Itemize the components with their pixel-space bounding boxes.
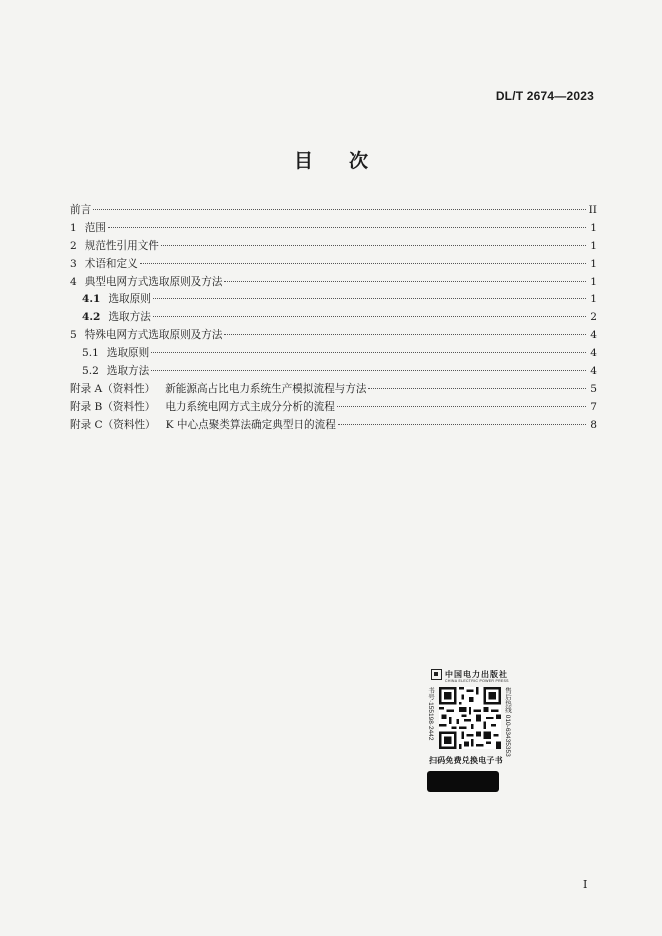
book-number: 书号·155198·2442	[427, 687, 434, 741]
toc-leader	[140, 263, 586, 264]
toc-entry-number: 4	[70, 275, 77, 288]
toc-entry-number: 附录 C（资料性）	[70, 418, 156, 431]
toc-entry-label: 前言	[70, 204, 92, 216]
toc-entry-number: 附录 A（资料性）	[70, 382, 156, 395]
toc-leader	[93, 209, 586, 210]
toc-entry-1[interactable]	[70, 220, 597, 238]
toc-entry-page: 2	[590, 311, 597, 324]
toc-entry-2[interactable]	[70, 238, 597, 256]
scan-redeem-text: 扫码免费兑换电子书	[429, 755, 503, 765]
toc-leader	[151, 352, 586, 353]
toc-entry-4[interactable]	[70, 274, 597, 292]
toc-entry-page: 4	[590, 329, 597, 342]
toc-leader	[161, 245, 586, 246]
toc-entry-number: 5.2	[82, 365, 99, 378]
toc-entry-page: 1	[590, 257, 597, 270]
toc-entry-4-1[interactable]	[70, 291, 597, 309]
page-number: I	[583, 878, 588, 891]
toc-entry-number: 3	[70, 257, 77, 270]
publisher-name: 中国电力出版社	[445, 668, 508, 679]
toc-entry-label: 选取原则	[106, 347, 150, 360]
toc-entry-4-2[interactable]	[70, 309, 597, 327]
toc-entry-page: 1	[590, 293, 597, 306]
toc-entry-appendix-c[interactable]	[70, 417, 597, 435]
toc-entry-5-2[interactable]	[70, 363, 597, 381]
standard-number: DL/T 2674—2023	[495, 89, 594, 103]
toc-entry-label: 术语和定义	[84, 257, 138, 270]
toc-entry-label: 选取方法	[108, 311, 151, 324]
toc-entry-page: 4	[590, 365, 597, 378]
toc-entry-page: 7	[590, 400, 597, 413]
toc-entry-appendix-b[interactable]	[70, 399, 597, 417]
toc-leader	[368, 388, 586, 389]
toc-entry-label: 选取方法	[106, 365, 150, 378]
toc-title: 目次	[293, 150, 404, 172]
ebook-redeem-sticker	[427, 667, 513, 799]
toc-entry-page: 1	[590, 239, 597, 252]
scratch-off-code	[427, 771, 499, 792]
toc-entry-foreword[interactable]	[70, 202, 597, 220]
toc-entry-label: 范围	[84, 221, 106, 234]
toc-leader	[224, 281, 586, 282]
toc-entry-page: 4	[590, 347, 597, 360]
toc-entry-page: 1	[590, 221, 597, 234]
toc-entry-page: 8	[590, 418, 597, 431]
toc-entry-number: 2	[70, 239, 77, 252]
toc-entry-label: 典型电网方式选取原则及方法	[84, 275, 223, 288]
toc-entry-number: 4.1	[82, 293, 101, 306]
toc-entry-number: 1	[70, 221, 77, 234]
table-of-contents	[70, 202, 597, 435]
toc-leader	[337, 406, 586, 407]
toc-entry-page: 1	[590, 275, 597, 288]
publisher-mark-icon	[431, 669, 442, 680]
toc-leader	[153, 316, 586, 317]
toc-entry-label: 选取原则	[108, 293, 151, 306]
toc-entry-number: 4.2	[82, 311, 101, 324]
toc-leader	[153, 298, 586, 299]
qr-code-icon[interactable]	[439, 687, 501, 749]
toc-entry-label: 规范性引用文件	[84, 239, 159, 252]
toc-entry-number: 5.1	[82, 347, 99, 360]
toc-entry-5[interactable]	[70, 327, 597, 345]
toc-entry-page: II	[588, 204, 597, 216]
hotline-number: 售后热线 010-63435353	[504, 687, 511, 757]
toc-entry-label: K 中心点聚类算法确定典型日的流程	[165, 418, 336, 431]
toc-leader	[224, 334, 586, 335]
toc-entry-appendix-a[interactable]	[70, 381, 597, 399]
toc-leader	[151, 370, 586, 371]
toc-entry-label: 电力系统电网方式主成分分析的流程	[165, 400, 335, 413]
toc-entry-label: 新能源高占比电力系统生产模拟流程与方法	[165, 382, 367, 395]
toc-entry-number: 附录 B（资料性）	[70, 400, 156, 413]
toc-entry-page: 5	[590, 382, 597, 395]
toc-entry-3[interactable]	[70, 256, 597, 274]
publisher-english-name: CHINA ELECTRIC POWER PRESS	[445, 679, 509, 683]
toc-leader	[108, 227, 586, 228]
toc-leader	[338, 424, 586, 425]
toc-entry-label: 特殊电网方式选取原则及方法	[84, 329, 223, 342]
toc-entry-5-1[interactable]	[70, 345, 597, 363]
toc-entry-number: 5	[70, 329, 77, 342]
